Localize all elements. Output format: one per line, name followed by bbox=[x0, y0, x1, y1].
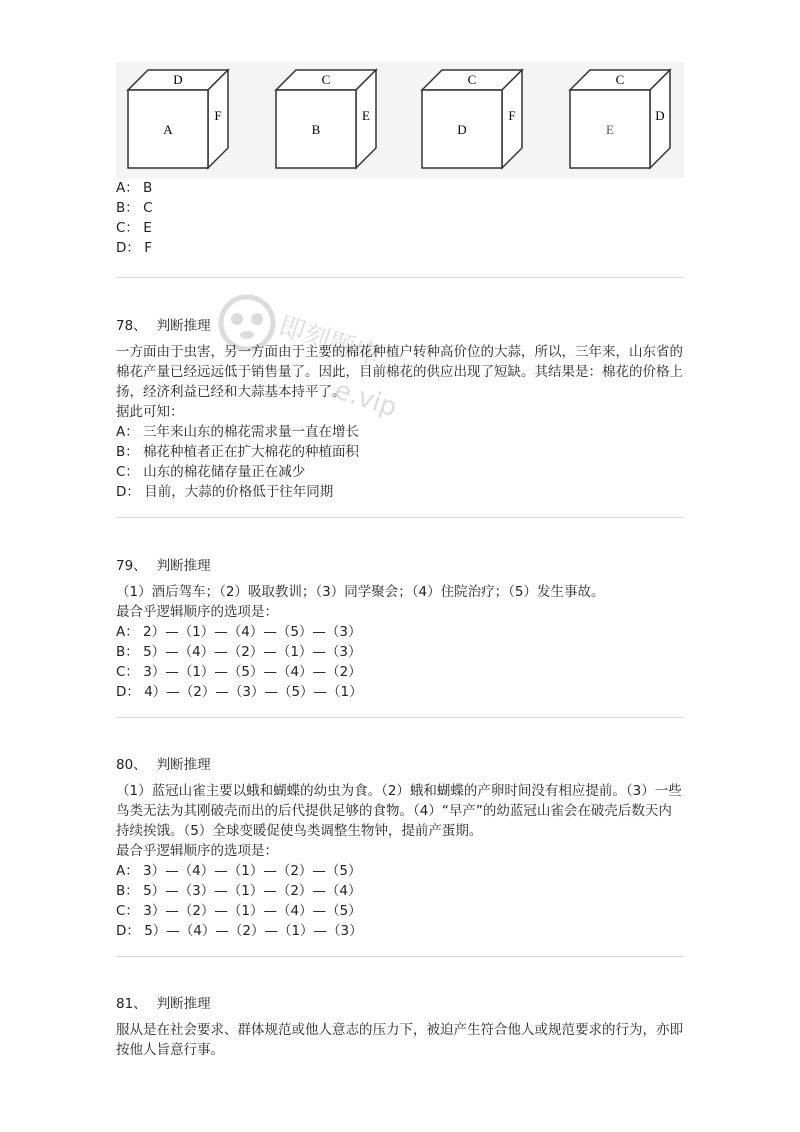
option-row: A： 2）—（1）—（4）—（5）—（3） bbox=[116, 624, 362, 640]
option-row: B： C bbox=[116, 200, 153, 216]
option-row: C： E bbox=[116, 220, 152, 236]
cube-3-front: D bbox=[457, 122, 467, 137]
cube-1-front: A bbox=[163, 122, 173, 137]
option-row: B： 5）—（4）—（2）—（1）—（3） bbox=[116, 644, 362, 660]
question-stem: （1）酒后驾车；（2）吸取教训；（3）同学聚会；（4）住院治疗；（5）发生事故。 bbox=[116, 584, 605, 600]
question-prompt: 最合乎逻辑顺序的选项是： bbox=[116, 843, 278, 859]
option-row: B： 棉花种植者正在扩大棉花的种植面积 bbox=[116, 444, 360, 460]
option-row: D： 5）—（4）—（2）—（1）—（3） bbox=[116, 923, 363, 939]
question-stem: （1）蓝冠山雀主要以蛾和蝴蝶的幼虫为食。（2）蛾和蝴蝶的产卵时间没有相应提前。（3）一些鸟类无法为其刚破壳而出的后代提供足够的食物。（4）“早产”的幼蓝冠山雀会在破壳后数天内持续挨饿。（5）全球变暖促使鸟类调整生物钟，提前产蛋期。 bbox=[116, 783, 682, 839]
cube-1 bbox=[122, 62, 232, 178]
option-row: D： F bbox=[116, 240, 152, 256]
question-header: 79、 判断推理 bbox=[116, 558, 211, 574]
cube-2-side: E bbox=[362, 108, 370, 123]
divider bbox=[116, 956, 684, 957]
question-78 bbox=[116, 316, 684, 502]
option-row: C： 3）—（1）—（5）—（4）—（2） bbox=[116, 664, 362, 680]
cube-4-top: C bbox=[615, 72, 625, 87]
cube-3-top: C bbox=[467, 72, 477, 87]
svg-text:即刻题库: 即刻题库 bbox=[274, 311, 384, 372]
question-header: 78、 判断推理 bbox=[116, 318, 211, 334]
question-80 bbox=[116, 755, 684, 941]
question-79 bbox=[116, 556, 684, 702]
cube-3 bbox=[416, 62, 526, 178]
cube-3-side: F bbox=[508, 108, 516, 123]
cube-4-side: D bbox=[655, 108, 665, 123]
option-row: A： 3）—（4）—（1）—（2）—（5） bbox=[116, 863, 362, 879]
question-81 bbox=[116, 994, 684, 1060]
cube-4 bbox=[564, 62, 674, 178]
cube-2-front: B bbox=[311, 122, 321, 137]
option-row: B： 5）—（3）—（1）—（2）—（4） bbox=[116, 883, 362, 899]
divider bbox=[116, 517, 684, 518]
cube-2 bbox=[270, 62, 380, 178]
option-row: C： 3）—（2）—（1）—（4）—（5） bbox=[116, 903, 362, 919]
option-row: A： 三年来山东的棉花需求量一直在增长 bbox=[116, 424, 360, 440]
cube-2-top: C bbox=[321, 72, 331, 87]
question-stem: 服从是在社会要求、群体规范或他人意志的压力下，被迫产生符合他人或规范要求的行为，亦即按他人旨意行事。 bbox=[116, 1022, 683, 1058]
option-row: D： 目前，大蒜的价格低于往年同期 bbox=[116, 484, 334, 500]
question-prompt: 最合乎逻辑顺序的选项是： bbox=[116, 604, 278, 620]
divider bbox=[116, 277, 684, 278]
option-row: C： 山东的棉花储存量正在减少 bbox=[116, 464, 306, 480]
cube-1-side: F bbox=[214, 108, 222, 123]
cube-figure bbox=[116, 62, 684, 178]
cube-4-front: E bbox=[606, 122, 614, 137]
divider bbox=[116, 717, 684, 718]
question-prompt: 据此可知： bbox=[116, 404, 184, 420]
question-stem: 一方面由于虫害，另一方面由于主要的棉花种植户转种高价位的大蒜，所以，三年来，山东省的棉花产量已经远远低于销售量了。因此，目前棉花的供应出现了短缺。其结果是：棉花的价格上扬，经济利益已经和大蒜基本持平了。 bbox=[116, 344, 683, 400]
option-row: D： 4）—（2）—（3）—（5）—（1） bbox=[116, 684, 363, 700]
cube-1-top: D bbox=[173, 72, 183, 87]
svg-text:e.vip: e.vip bbox=[330, 375, 401, 424]
question-header: 80、 判断推理 bbox=[116, 757, 211, 773]
q77-options bbox=[116, 178, 684, 258]
option-row: A： B bbox=[116, 180, 153, 196]
question-header: 81、 判断推理 bbox=[116, 996, 211, 1012]
